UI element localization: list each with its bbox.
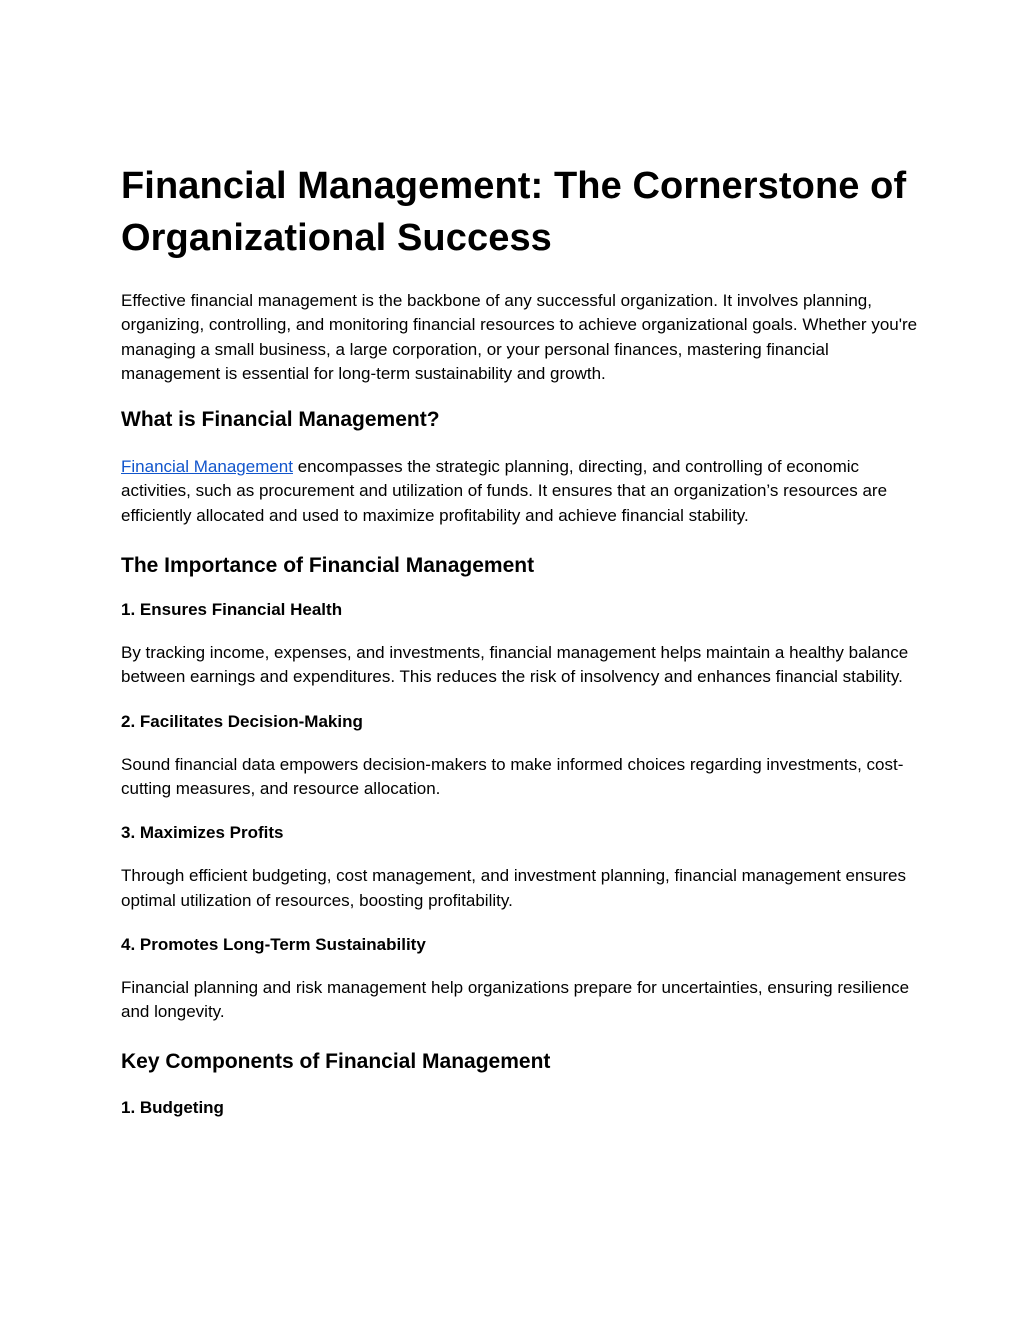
subheading-sustainability: 4. Promotes Long-Term Sustainability [121, 934, 426, 954]
what-is-paragraph [121, 455, 921, 528]
what-is-body: encompasses the strategic planning, directing, and controlling of economic activities, such as procurement and utilization of funds. It ensures that an organization’s resources are efficiently allocated and used to maximize profitability and achieve financial stability. [121, 457, 888, 525]
paragraph-maximizes-profits: Through efficient budgeting, cost management, and investment planning, financial management ensures optimal utilization of resources, boosting profitability. [121, 866, 907, 910]
financial-management-link[interactable]: Financial Management [121, 457, 293, 477]
paragraph-decision-making: Sound financial data empowers decision-makers to make informed choices regarding investments, cost-cutting measures, and resource allocation. [121, 754, 904, 798]
subheading-maximizes-profits: 3. Maximizes Profits [121, 823, 284, 843]
paragraph-sustainability: Financial planning and risk management help organizations prepare for uncertainties, ensuring resilience and longevity. [121, 977, 910, 1022]
section-heading-key-components: Key Components of Financial Management [121, 1050, 551, 1074]
subheading-budgeting: 1. Budgeting [121, 1098, 224, 1118]
subheading-decision-making: 2. Facilitates Decision-Making [121, 711, 363, 731]
section-heading-importance: The Importance of Financial Management [121, 554, 535, 578]
document-page [121, 160, 921, 1120]
intro-paragraph: Effective financial management is the backbone of any successful organization. It involves planning, organizing, controlling, and monitoring financial resources to achieve organizational goals. Whether you're managing a small business, a large corporation, or your personal finances, mastering financial management is essential for long-term sustainability and growth. [121, 291, 918, 383]
page-title: Financial Management: The Cornerstone of Organizational Success [121, 165, 907, 259]
subheading-financial-health: 1. Ensures Financial Health [121, 600, 343, 620]
paragraph-financial-health: By tracking income, expenses, and investments, financial management helps maintain a healthy balance between earnings and expenditures. This reduces the risk of insolvency and enhances financial stability. [121, 643, 909, 687]
section-heading-what-is: What is Financial Management? [121, 408, 440, 432]
